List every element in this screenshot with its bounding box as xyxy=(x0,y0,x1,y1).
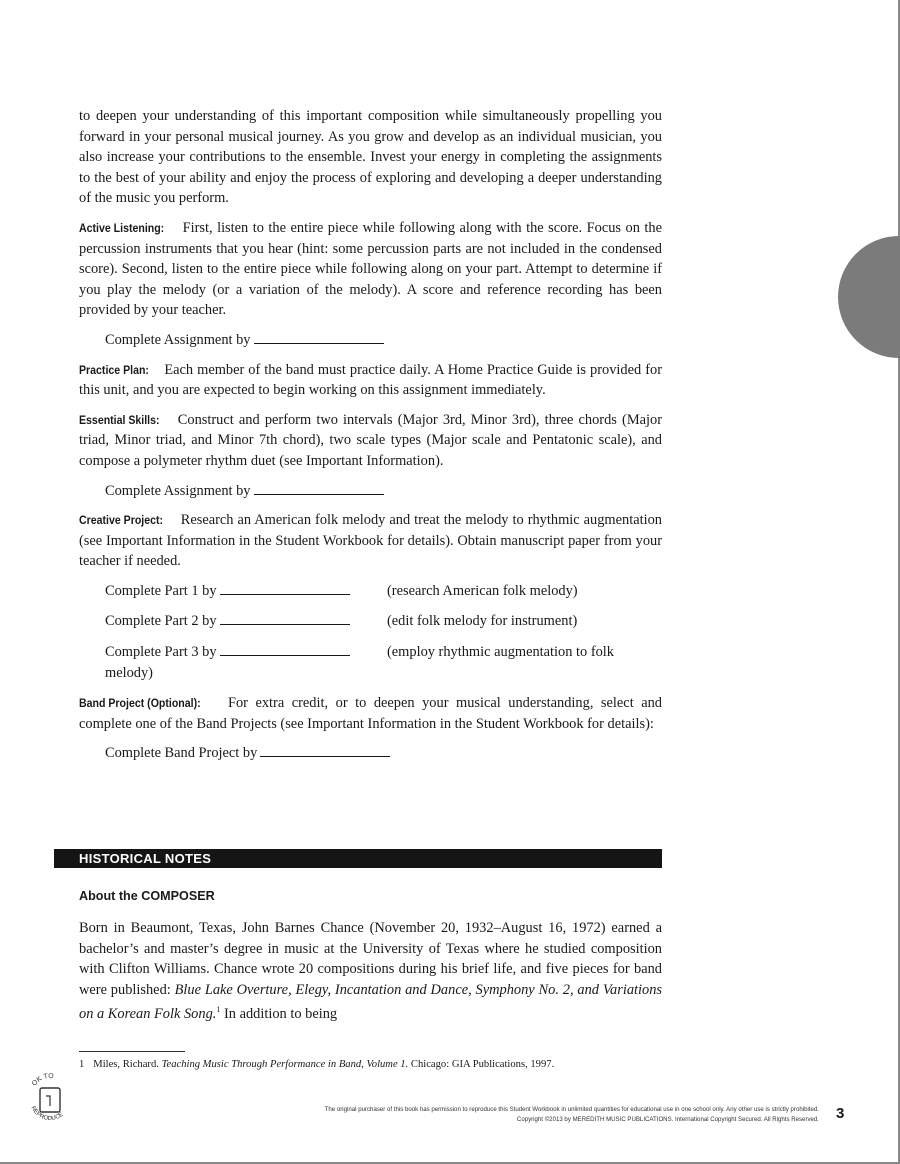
copyright-notice xyxy=(99,1105,819,1124)
copy-machine-icon xyxy=(26,1066,74,1124)
essential-skills-heading: Essential Skills: xyxy=(79,412,160,427)
part-label: Complete Part 2 by xyxy=(105,613,217,630)
date-blank[interactable] xyxy=(254,343,384,344)
band-project-heading: Band Project (Optional): xyxy=(79,696,201,711)
band-project-text: For extra credit, or to deepen your musical understanding, select and complete one of the Band Projects (see Important Information in the Student Workbook for details): xyxy=(79,695,662,732)
badge-top-text: OK TO xyxy=(30,1072,54,1088)
footnote-publisher: Chicago: GIA Publications, 1997. xyxy=(410,1059,555,1070)
footnote-number: 1 xyxy=(79,1059,85,1070)
assignment-label: Complete Assignment by xyxy=(105,331,251,348)
intro-paragraph: to deepen your understanding of this important composition while simultaneously propelling you forward in your personal musical journey. As you grow and develop as an individual musician, you also increase your contributions to the ensemble. Invest your energy in completing the assignments to the best of your ability and enjoy the process of exploring and developing a deeper understanding of the music you perform. xyxy=(79,108,662,207)
creative-part-2 xyxy=(105,611,662,632)
creative-part-1 xyxy=(105,581,662,602)
part-note: (edit folk melody for instrument) xyxy=(387,613,578,630)
bio-tail: In addition to being xyxy=(223,1006,338,1023)
essential-skills-assignment xyxy=(105,481,662,502)
creative-project-paragraph xyxy=(79,510,662,572)
page-number: 3 xyxy=(836,1105,845,1122)
part-label: Complete Part 1 by xyxy=(105,582,217,599)
badge-bottom-text: REPRODUCE xyxy=(29,1105,65,1123)
practice-plan-heading: Practice Plan: xyxy=(79,362,149,377)
date-blank[interactable] xyxy=(220,594,350,595)
creative-project-text: Research an American folk melody and treat the melody to rhythmic augmentation (see Important Information in the Student Workbook for details). Obtain manuscript paper from your teacher if needed. xyxy=(79,512,662,570)
date-blank[interactable] xyxy=(260,756,390,757)
ok-to-reproduce-badge xyxy=(26,1066,74,1124)
date-blank[interactable] xyxy=(220,624,350,625)
assignment-label: Complete Assignment by xyxy=(105,482,251,499)
active-listening-assignment xyxy=(105,330,662,351)
active-listening-paragraph xyxy=(79,218,662,321)
footnote-author: Miles, Richard. xyxy=(93,1059,159,1070)
date-blank[interactable] xyxy=(220,655,350,656)
part-note: (research American folk melody) xyxy=(387,582,578,599)
footnote-ref: 1 xyxy=(216,1005,221,1015)
creative-project-heading: Creative Project: xyxy=(79,513,164,528)
composer-bio xyxy=(79,918,662,1025)
active-listening-text: First, listen to the entire piece while following along with the score. Focus on the percussion instruments that you hear (hint: some percussion parts are not included in the condensed score). Second, listen to the entire piece while following along on your part. Attempt to determine if you play the melody (or a variation of the melody). A score and reference recording has been provided by your teacher. xyxy=(79,219,662,319)
footnote-title: Teaching Music Through Performance in Band, Volume 1. xyxy=(161,1059,409,1070)
copyright-line-1: The original purchaser of this book has permission to reproduce this Student Workbook in unlimited quantities for educational use in one school only. Any other use is strictly prohibited. xyxy=(324,1106,819,1113)
part-note-continuation: melody) xyxy=(105,664,153,681)
composer-bio-paragraph xyxy=(79,918,662,1025)
bio-text: Born in Beaumont, Texas, John Barnes Chance (November 20, 1932–August 16, 1972) earned a bachelor’s and master’s degree in music at the University of Texas where he studied composition with Clifton Williams. Chance wrote 20 compositions during his brief life, and five pieces for band were published: xyxy=(79,920,662,998)
copyright-line-2: Copyright ©2013 by MEREDITH MUSIC PUBLICATIONS. International Copyright Secured. All Rights Reserved. xyxy=(516,1115,819,1123)
assignment-content xyxy=(79,106,662,773)
part-label: Complete Part 3 by xyxy=(105,644,217,661)
band-project-assignment xyxy=(105,743,662,764)
assignment-label: Complete Band Project by xyxy=(105,745,258,762)
band-project-paragraph xyxy=(79,693,662,734)
date-blank[interactable] xyxy=(254,494,384,495)
creative-part-3 xyxy=(105,642,662,663)
practice-plan-text: Each member of the band must practice daily. A Home Practice Guide is provided for this unit, and you are expected to begin working on this assignment immediately. xyxy=(79,361,662,399)
part-note: (employ rhythmic augmentation to folk xyxy=(387,644,615,661)
svg-text:OK TO xyxy=(31,1073,54,1088)
about-composer-heading: About the COMPOSER xyxy=(79,889,215,903)
section-header-historical-notes: HISTORICAL NOTES xyxy=(54,849,662,868)
footnote xyxy=(79,1058,679,1072)
bio-works-list: Blue Lake Overture, Elegy, Incantation and Dance, Symphony No. 2, and Variations on a Korean Folk Song. xyxy=(79,981,662,1023)
essential-skills-paragraph xyxy=(79,410,662,472)
essential-skills-text: Construct and perform two intervals (Major 3rd, Minor 3rd), three chords (Major triad, Minor triad, and Minor 7th chord), two scale types (Major scale and Pentatonic scale), and compose a polymeter rhythm duet (see Important Information). xyxy=(79,411,662,469)
footnote-divider xyxy=(79,1051,185,1052)
practice-plan-paragraph xyxy=(79,360,662,401)
active-listening-heading: Active Listening: xyxy=(79,220,165,235)
